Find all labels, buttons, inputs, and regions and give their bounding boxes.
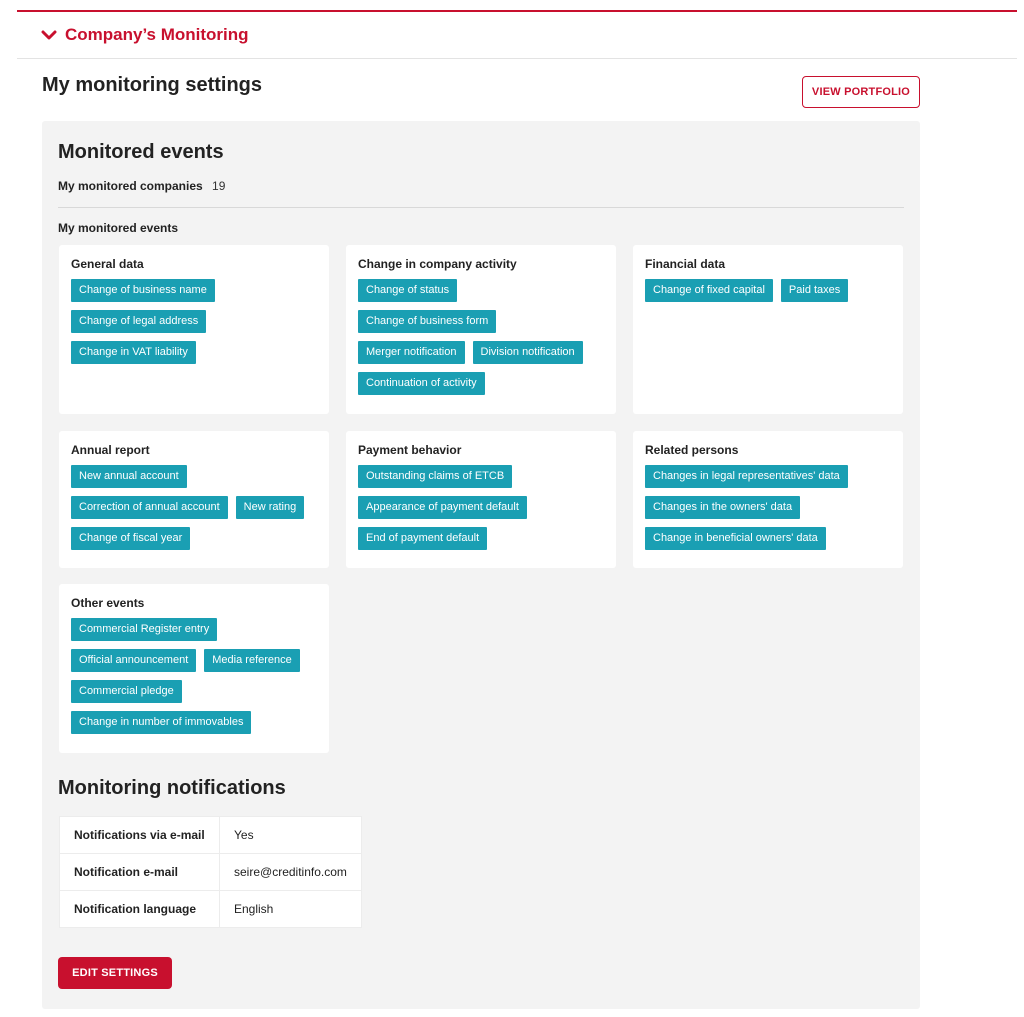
card-title: Change in company activity <box>358 257 517 271</box>
monitoring-panel <box>42 121 920 1009</box>
table-row <box>60 891 362 928</box>
card-title: Annual report <box>71 443 150 457</box>
event-tag[interactable]: Commercial Register entry <box>71 618 217 641</box>
event-tag[interactable]: Merger notification <box>358 341 465 364</box>
event-tag[interactable]: Change in VAT liability <box>71 341 196 364</box>
event-tag[interactable]: Change of fixed capital <box>645 279 773 302</box>
notification-value: Yes <box>220 817 362 854</box>
card-title: Other events <box>71 596 145 610</box>
monitored-companies <box>58 179 225 193</box>
chevron-down-icon[interactable] <box>41 27 57 43</box>
event-tag[interactable]: Changes in legal representatives' data <box>645 465 848 488</box>
event-tag[interactable]: New annual account <box>71 465 187 488</box>
monitored-companies-label: My monitored companies <box>58 179 203 193</box>
notification-key: Notifications via e-mail <box>60 817 220 854</box>
card-title: Related persons <box>645 443 739 457</box>
notification-key: Notification language <box>60 891 220 928</box>
event-tag[interactable]: Change of legal address <box>71 310 206 333</box>
event-tag[interactable]: Change in beneficial owners' data <box>645 527 826 550</box>
event-tag[interactable]: Paid taxes <box>781 279 848 302</box>
card-title: General data <box>71 257 144 271</box>
table-row <box>60 817 362 854</box>
event-card-other-events <box>59 584 329 753</box>
event-tag[interactable]: Commercial pledge <box>71 680 182 703</box>
event-tag[interactable]: Outstanding claims of ETCB <box>358 465 512 488</box>
divider <box>58 207 904 208</box>
event-tag[interactable]: New rating <box>236 496 305 519</box>
monitored-events-heading: Monitored events <box>58 141 224 163</box>
edit-settings-button[interactable]: EDIT SETTINGS <box>58 957 172 989</box>
notifications-table <box>59 816 362 928</box>
event-card-company-activity <box>346 245 616 414</box>
event-tag[interactable]: Change of business form <box>358 310 496 333</box>
section-header[interactable] <box>17 12 1017 59</box>
event-card-related-persons <box>633 431 903 568</box>
event-tag[interactable]: Change in number of immovables <box>71 711 251 734</box>
event-tag[interactable]: Media reference <box>204 649 300 672</box>
monitored-companies-count: 19 <box>212 179 226 193</box>
event-tag[interactable]: Continuation of activity <box>358 372 485 395</box>
event-card-general-data <box>59 245 329 414</box>
page-title: My monitoring settings <box>42 74 262 96</box>
monitoring-notifications-heading: Monitoring notifications <box>58 777 286 799</box>
notification-value: seire@creditinfo.com <box>220 854 362 891</box>
card-title: Financial data <box>645 257 726 271</box>
event-tag[interactable]: Changes in the owners' data <box>645 496 800 519</box>
event-tag[interactable]: Official announcement <box>71 649 196 672</box>
event-tag[interactable]: Change of status <box>358 279 457 302</box>
notification-value: English <box>220 891 362 928</box>
event-tag[interactable]: Change of fiscal year <box>71 527 190 550</box>
event-card-annual-report <box>59 431 329 568</box>
view-portfolio-button[interactable]: VIEW PORTFOLIO <box>802 76 920 108</box>
monitored-events-label: My monitored events <box>58 221 179 235</box>
event-tag[interactable]: Change of business name <box>71 279 215 302</box>
notification-key: Notification e-mail <box>60 854 220 891</box>
section-title[interactable]: Company’s Monitoring <box>65 25 249 44</box>
event-tag[interactable]: Appearance of payment default <box>358 496 527 519</box>
card-title: Payment behavior <box>358 443 462 457</box>
event-tag[interactable]: Division notification <box>473 341 583 364</box>
event-tag[interactable]: End of payment default <box>358 527 487 550</box>
table-row <box>60 854 362 891</box>
event-tag[interactable]: Correction of annual account <box>71 496 228 519</box>
event-card-payment-behavior <box>346 431 616 568</box>
event-card-financial-data <box>633 245 903 414</box>
